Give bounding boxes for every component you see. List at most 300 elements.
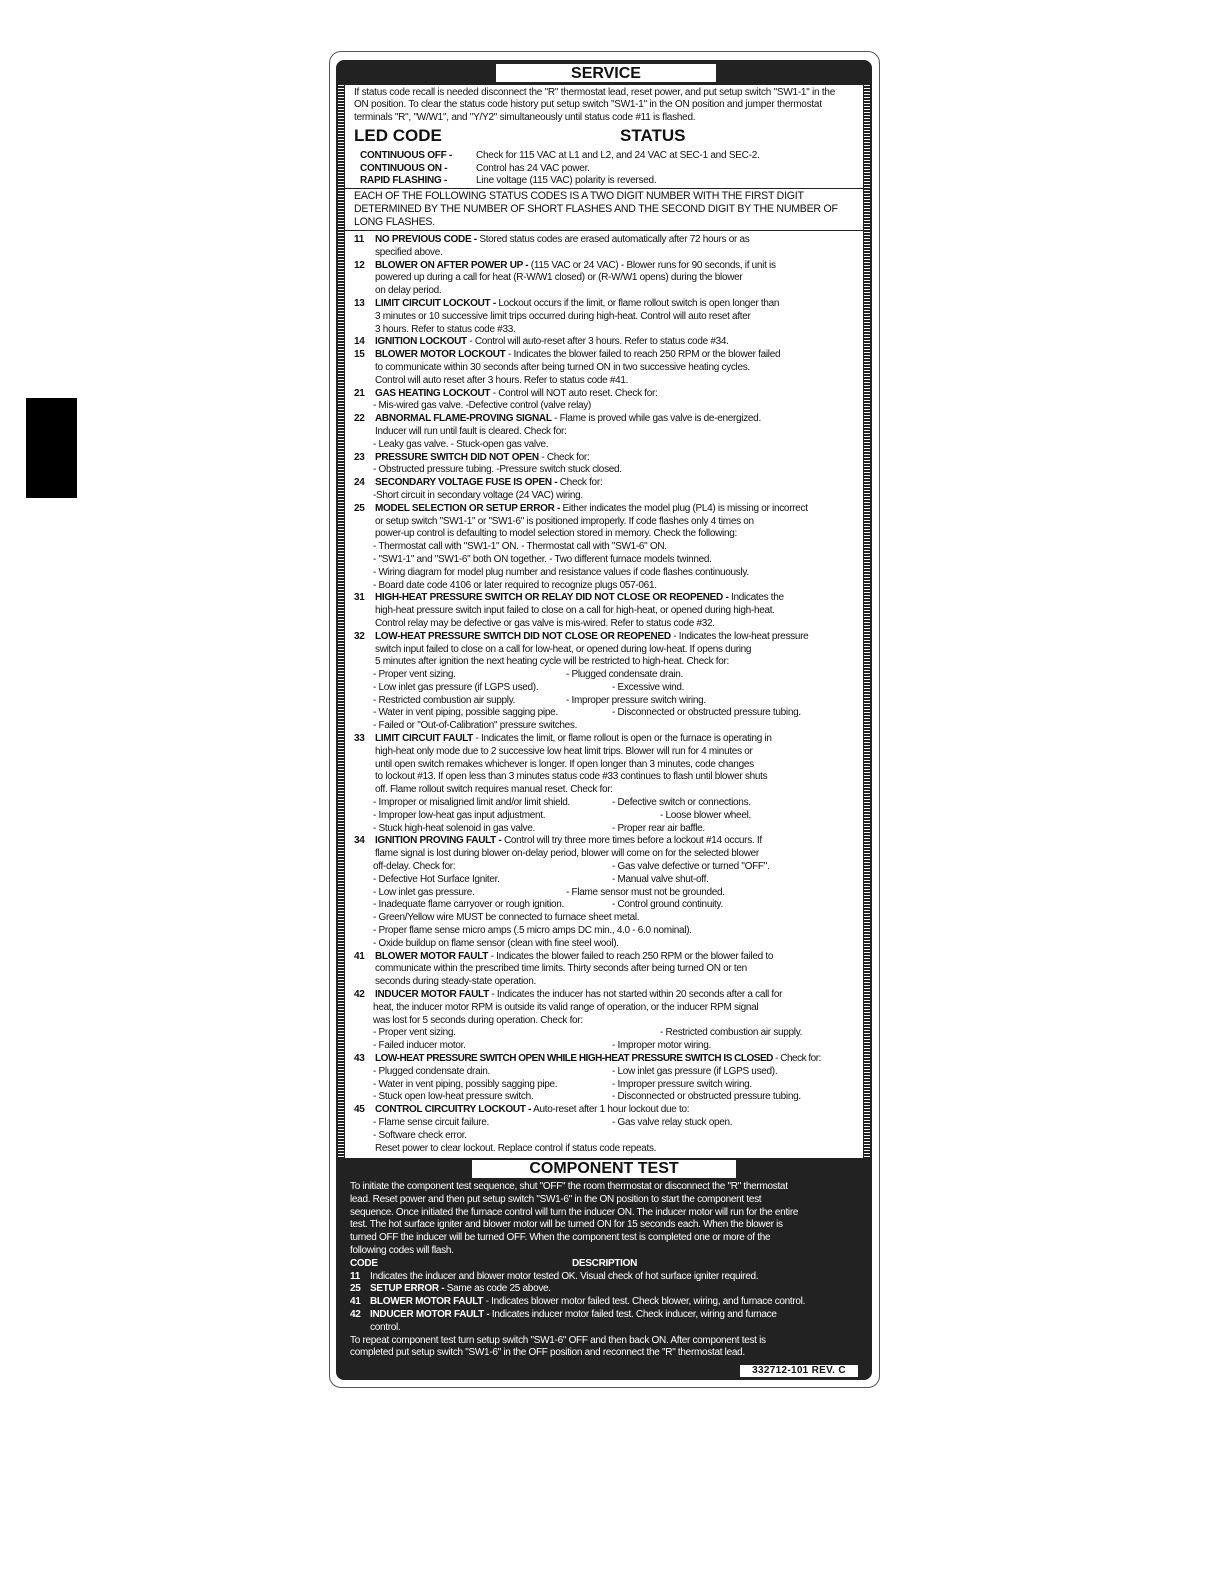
status-code-row bbox=[354, 746, 860, 759]
status-code-number: 23 bbox=[354, 451, 365, 463]
status-code-text bbox=[375, 477, 602, 490]
status-code-text bbox=[375, 644, 751, 657]
status-code-number: 14 bbox=[354, 336, 365, 348]
status-code-row bbox=[354, 426, 860, 439]
status-code-row bbox=[354, 452, 860, 465]
status-code-text bbox=[373, 567, 749, 580]
status-code-desc: - Defective Hot Surface Igniter. bbox=[373, 873, 500, 885]
left-edge-ticks bbox=[338, 85, 344, 1158]
status-code-row bbox=[354, 580, 860, 593]
status-code-title: BLOWER MOTOR FAULT bbox=[375, 950, 489, 962]
status-code-text bbox=[373, 541, 667, 554]
status-code-desc: - Mis-wired gas valve. -Defective control (valve relay) bbox=[373, 400, 592, 412]
status-code-row bbox=[354, 848, 860, 861]
component-code-number: 11 bbox=[350, 1270, 360, 1282]
status-code-text bbox=[375, 963, 747, 976]
status-code-title: GAS HEATING LOCKOUT bbox=[375, 387, 491, 399]
status-code-desc: Control will try three more times before a lockout #14 occurs. If bbox=[501, 835, 762, 847]
status-code-number: 24 bbox=[354, 477, 365, 489]
status-code-text bbox=[375, 503, 808, 516]
status-code-title: ABNORMAL FLAME-PROVING SIGNAL bbox=[375, 413, 552, 425]
status-code-row bbox=[354, 464, 860, 477]
status-code-desc: -Short circuit in secondary voltage (24 VAC) wiring. bbox=[373, 489, 583, 501]
status-code-desc: Auto-reset after 1 hour lockout due to: bbox=[531, 1104, 690, 1116]
status-code-text bbox=[375, 746, 753, 759]
status-code-desc: off-delay. Check for: bbox=[373, 861, 456, 873]
status-code-desc: - Water in vent piping, possibly sagging pipe. bbox=[373, 1078, 558, 1090]
status-code-desc: - Stuck open low-heat pressure switch. bbox=[373, 1091, 534, 1103]
status-code-text bbox=[373, 464, 622, 477]
status-code-row bbox=[354, 823, 860, 836]
component-code-title: BLOWER MOTOR FAULT bbox=[370, 1296, 484, 1308]
status-code-row bbox=[354, 989, 860, 1002]
status-code-desc: - Thermostat call with "SW1-1" ON. - Thermostat call with "SW1-6" ON. bbox=[373, 541, 667, 553]
status-code-text bbox=[373, 887, 474, 900]
status-code-text bbox=[373, 1091, 533, 1104]
status-code-desc: - Control will auto-reset after 3 hours. Refer to status code #34. bbox=[466, 336, 729, 348]
flash-code-note: EACH OF THE FOLLOWING STATUS CODES IS A TWO DIGIT NUMBER WITH THE FIRST DIGIT DETERMINED BY THE NUMBER OF SHORT FLASHES AND THE SECOND DIGIT BY THE NUMBER OF LONG FLASHES. bbox=[354, 190, 838, 228]
component-code-text bbox=[370, 1322, 400, 1335]
status-code-check-item: - Proper rear air baffle. bbox=[612, 822, 705, 834]
status-code-desc: - Restricted combustion air supply. bbox=[373, 694, 516, 706]
status-code-desc: until open switch remakes whichever is longer. If open longer than 3 minutes, code changes bbox=[375, 758, 754, 770]
status-code-desc: - Check for: bbox=[538, 451, 590, 463]
status-code-desc: Lockout occurs if the limit, or flame rollout switch is open longer than bbox=[495, 297, 780, 309]
status-code-title: CONTROL CIRCUITRY LOCKOUT - bbox=[375, 1104, 532, 1116]
status-code-check-item: - Plugged condensate drain. bbox=[566, 669, 683, 681]
status-code-desc: - Failed inducer motor. bbox=[373, 1040, 466, 1052]
status-code-text bbox=[373, 938, 619, 951]
status-code-text bbox=[375, 618, 715, 631]
status-code-row bbox=[354, 695, 860, 708]
status-code-desc: - Green/Yellow wire MUST be connected to furnace sheet metal. bbox=[373, 912, 640, 924]
service-title: SERVICE bbox=[495, 63, 717, 83]
status-code-text bbox=[373, 861, 455, 874]
status-code-desc: - Control will NOT auto reset. Check for: bbox=[490, 387, 658, 399]
status-code-text bbox=[373, 797, 570, 810]
status-code-desc: - Flame is proved while gas valve is de-energized. bbox=[551, 413, 761, 425]
status-code-desc: - Improper low-heat gas input adjustment. bbox=[373, 809, 546, 821]
component-test-instruction: sequence. Once initiated the furnace control will turn the inducer ON. The inducer motor will run for the entire bbox=[350, 1206, 799, 1218]
component-code-desc: Indicates inducer motor failed test. Check inducer, wiring and furnace bbox=[489, 1308, 777, 1320]
status-code-text bbox=[373, 695, 515, 708]
status-code-text bbox=[373, 810, 545, 823]
status-code-title: LOW-HEAT PRESSURE SWITCH DID NOT CLOSE OR REOPENED bbox=[375, 630, 671, 642]
status-code-desc: - Obstructed pressure tubing. -Pressure switch stuck closed. bbox=[373, 464, 622, 476]
component-code-title: SETUP ERROR - bbox=[370, 1283, 445, 1295]
status-code-text bbox=[373, 912, 639, 925]
status-code-text bbox=[373, 490, 583, 503]
status-code-row bbox=[354, 669, 860, 682]
status-code-text bbox=[375, 336, 729, 349]
status-code-row bbox=[354, 1053, 860, 1066]
status-code-row bbox=[354, 375, 860, 388]
component-code-desc: Same as code 25 above. bbox=[444, 1283, 551, 1295]
status-code-check-item: - Loose blower wheel. bbox=[660, 809, 751, 821]
status-code-row bbox=[354, 285, 860, 298]
status-code-desc: - Failed or "Out-of-Calibration" pressure switches. bbox=[373, 720, 578, 732]
component-code-text bbox=[370, 1271, 758, 1284]
component-test-title: COMPONENT TEST bbox=[472, 1160, 736, 1178]
status-code-text bbox=[373, 682, 538, 695]
component-code-header bbox=[350, 1258, 860, 1271]
status-code-text bbox=[373, 823, 535, 836]
status-code-desc: communicate within the prescribed time limits. Thirty seconds after being turned ON or ten bbox=[375, 963, 747, 975]
status-code-desc: flame signal is lost during blower on-delay period, blower will come on for the selected blower bbox=[375, 848, 759, 860]
status-code-text bbox=[375, 656, 729, 669]
status-code-check-item: - Control ground continuity. bbox=[612, 899, 723, 911]
description-column-heading: DESCRIPTION bbox=[572, 1257, 638, 1269]
led-code: CONTINUOUS OFF - bbox=[360, 150, 453, 161]
status-code-check-item: - Manual valve shut-off. bbox=[612, 873, 709, 885]
status-code-text bbox=[375, 247, 442, 260]
status-code-text bbox=[373, 874, 500, 887]
status-code-text bbox=[373, 669, 456, 682]
part-number: 332712-101 REV. C bbox=[740, 1365, 858, 1377]
component-code-number: 25 bbox=[350, 1283, 361, 1295]
status-code-check-item: - Disconnected or obstructed pressure tubing. bbox=[612, 1091, 801, 1103]
component-test-repeat-note: To repeat component test turn setup switch "SW1-6" OFF and then back ON. After component test is bbox=[350, 1334, 766, 1346]
status-code-check-item: - Improper pressure switch wiring. bbox=[566, 694, 706, 706]
status-code-number: 45 bbox=[354, 1104, 365, 1116]
status-code-check-item: - Restricted combustion air supply. bbox=[660, 1027, 803, 1039]
status-code-text bbox=[373, 554, 712, 567]
component-code-text bbox=[370, 1283, 551, 1296]
service-label bbox=[336, 60, 872, 1380]
component-code-row bbox=[350, 1283, 860, 1296]
status-code-row bbox=[354, 912, 860, 925]
status-code-desc: Inducer will run until fault is cleared. Check for: bbox=[375, 425, 567, 437]
status-code-list bbox=[354, 234, 860, 1155]
status-code-desc: specified above. bbox=[375, 246, 443, 258]
status-code-text bbox=[375, 272, 742, 285]
status-code-desc: power-up control is defaulting to model selection stored in memory. Check the following: bbox=[375, 528, 737, 540]
status-code-desc: - Wiring diagram for model plug number and resistance values if code flashes continuously. bbox=[373, 566, 749, 578]
status-code-row bbox=[354, 1079, 860, 1092]
component-code-text bbox=[370, 1309, 777, 1322]
status-code-desc: switch input failed to close on a call for low-heat, or opened during low-heat. If opens during bbox=[375, 643, 752, 655]
status-code-check-item: - Improper pressure switch wiring. bbox=[612, 1078, 752, 1090]
status-code-row bbox=[354, 311, 860, 324]
status-code-row bbox=[354, 797, 860, 810]
status-code-row bbox=[354, 771, 860, 784]
status-code-text bbox=[375, 848, 759, 861]
status-code-text bbox=[375, 426, 566, 439]
status-code-text bbox=[375, 1143, 656, 1156]
status-code-row bbox=[354, 541, 860, 554]
status-code-row bbox=[354, 592, 860, 605]
status-code-desc: powered up during a call for heat (R-W/W1 closed) or (R-W/W1 opens) during the blower bbox=[375, 272, 743, 284]
status-code-desc: - Proper vent sizing. bbox=[373, 1027, 456, 1039]
section-tab-marker bbox=[26, 398, 77, 498]
status-code-row bbox=[354, 272, 860, 285]
status-code-number: 43 bbox=[354, 1053, 365, 1064]
component-code-title: INDUCER MOTOR FAULT - bbox=[370, 1308, 490, 1320]
status-code-title: BLOWER ON AFTER POWER UP - bbox=[375, 259, 529, 271]
status-code-number: 42 bbox=[354, 989, 365, 1001]
status-code-text bbox=[375, 784, 613, 797]
status-code-check-item: - Low inlet gas pressure (if LGPS used). bbox=[612, 1065, 778, 1077]
component-test-section bbox=[350, 1181, 860, 1360]
component-test-instruction: lead. Reset power and then put setup switch "SW1-6" in the ON position to start the component test bbox=[350, 1193, 762, 1205]
status-code-desc: off. Flame rollout switch requires manual reset. Check for: bbox=[375, 784, 613, 796]
status-code-row bbox=[354, 1130, 860, 1143]
status-code-desc: - Stuck high-heat solenoid in gas valve. bbox=[373, 822, 535, 834]
status-code-title: IGNITION LOCKOUT bbox=[375, 336, 467, 348]
status-code-desc: heat, the inducer motor RPM is outside its valid range of operation, or the inducer RPM signal bbox=[373, 1001, 759, 1013]
status-code-desc: - Indicates the low-heat pressure bbox=[670, 630, 809, 642]
status-code-row bbox=[354, 976, 860, 989]
status-code-desc: (115 VAC or 24 VAC) - Blower runs for 90 seconds, if unit is bbox=[528, 259, 776, 271]
status-code-desc: - Indicates the blower failed to reach 250 RPM or the blower failed to bbox=[488, 950, 774, 962]
status-code-desc: - Indicates the inducer has not started within 20 seconds after a call for bbox=[488, 989, 783, 1001]
status-code-desc: - "SW1-1" and "SW1-6" both ON together. - Two different furnace models twinned. bbox=[373, 553, 712, 565]
status-code-row bbox=[354, 707, 860, 720]
status-code-desc: - Leaky gas valve. - Stuck-open gas valve. bbox=[373, 438, 549, 450]
status-code-desc: to communicate within 30 seconds after being turned ON in two successive heating cycles. bbox=[375, 361, 750, 373]
status-code-desc: - Oxide buildup on flame sensor (clean with fine steel wool). bbox=[373, 937, 619, 949]
status-code-text bbox=[373, 1002, 758, 1015]
status-code-desc: - Plugged condensate drain. bbox=[373, 1065, 490, 1077]
status-code-row bbox=[354, 1117, 860, 1130]
status-code-check-item: - Gas valve defective or turned "OFF". bbox=[612, 861, 770, 873]
status-code-row bbox=[354, 528, 860, 541]
status-code-title: LIMIT CIRCUIT FAULT bbox=[375, 733, 473, 745]
status-code-row bbox=[354, 554, 860, 567]
status-code-number: 21 bbox=[354, 387, 365, 399]
component-test-instruction: To initiate the component test sequence, shut "OFF" the room thermostat or disconnect the "R" thermostat bbox=[350, 1181, 788, 1192]
status-code-desc: - Low inlet gas pressure. bbox=[373, 886, 475, 898]
status-code-row bbox=[354, 388, 860, 401]
status-code-row bbox=[354, 810, 860, 823]
status-code-text bbox=[375, 311, 751, 324]
status-code-row bbox=[354, 644, 860, 657]
status-code-text bbox=[375, 324, 515, 337]
code-column-heading: CODE bbox=[350, 1257, 378, 1269]
status-code-row bbox=[354, 336, 860, 349]
status-code-desc: Reset power to clear lockout. Replace control if status code repeats. bbox=[375, 1142, 657, 1154]
status-code-desc: - Indicates the limit, or flame rollout is open or the furnace is operating in bbox=[473, 733, 772, 745]
status-code-desc: - Proper flame sense micro amps (.5 micro amps DC min., 4.0 - 6.0 nominal). bbox=[373, 925, 692, 937]
status-code-text bbox=[373, 400, 591, 413]
status-code-check-item: - Defective switch or connections. bbox=[612, 797, 751, 809]
component-code-desc: control. bbox=[370, 1321, 401, 1333]
status-code-text bbox=[373, 1079, 557, 1092]
status-code-title: MODEL SELECTION OR SETUP ERROR - bbox=[375, 502, 561, 514]
status-heading: STATUS bbox=[620, 126, 686, 145]
led-code: CONTINUOUS ON - bbox=[360, 162, 448, 174]
component-test-instruction: turned OFF the inducer will be turned OFF. When the component test is completed one or more of the bbox=[350, 1232, 771, 1244]
status-code-row bbox=[354, 1027, 860, 1040]
led-status: Control has 24 VAC power. bbox=[476, 162, 590, 174]
status-code-desc: - Low inlet gas pressure (if LGPS used). bbox=[373, 681, 539, 693]
status-code-desc: - Water in vent piping, possible sagging pipe. bbox=[373, 707, 558, 719]
status-code-text bbox=[373, 1015, 583, 1028]
status-code-row bbox=[354, 439, 860, 452]
status-code-title: NO PREVIOUS CODE - bbox=[375, 234, 477, 245]
status-code-row bbox=[354, 656, 860, 669]
status-code-row bbox=[354, 490, 860, 503]
status-code-desc: - Inadequate flame carryover or rough ignition. bbox=[373, 899, 565, 911]
status-code-text bbox=[373, 1027, 456, 1040]
status-code-row bbox=[354, 887, 860, 900]
status-code-row bbox=[354, 1104, 860, 1117]
status-code-row bbox=[354, 631, 860, 644]
status-code-row bbox=[354, 733, 860, 746]
status-code-row bbox=[354, 951, 860, 964]
status-code-desc: - Flame sense circuit failure. bbox=[373, 1116, 490, 1128]
status-code-desc: Control will auto reset after 3 hours. Refer to status code #41. bbox=[375, 374, 629, 386]
component-code-row bbox=[350, 1322, 860, 1335]
component-test-repeat-note: completed put setup switch "SW1-6" in the OFF position and reconnect the "R" thermostat lead. bbox=[350, 1347, 745, 1359]
status-code-desc: to lockout #13. If open less than 3 minutes status code #33 continues to flash until blower shuts bbox=[375, 771, 768, 783]
status-code-desc: Indicates the bbox=[728, 592, 784, 604]
status-code-number: 34 bbox=[354, 835, 365, 847]
status-code-row bbox=[354, 1091, 860, 1104]
status-code-number: 41 bbox=[354, 950, 365, 962]
status-code-title: LOW-HEAT PRESSURE SWITCH OPEN WHILE HIGH-HEAT PRESSURE SWITCH IS CLOSED bbox=[375, 1053, 773, 1064]
status-code-text bbox=[375, 349, 780, 362]
status-code-row bbox=[354, 784, 860, 797]
status-code-row bbox=[354, 516, 860, 529]
status-code-number: 12 bbox=[354, 259, 365, 271]
status-code-row bbox=[354, 899, 860, 912]
status-code-row bbox=[354, 477, 860, 490]
status-code-desc: - Board date code 4106 or later required to recognize plugs 057-061. bbox=[373, 579, 657, 591]
status-code-text bbox=[375, 605, 775, 618]
status-code-text bbox=[373, 925, 692, 938]
status-code-title: INDUCER MOTOR FAULT bbox=[375, 989, 489, 1001]
status-code-row bbox=[354, 861, 860, 874]
component-code-number: 42 bbox=[350, 1308, 361, 1320]
status-code-row bbox=[354, 874, 860, 887]
status-code-text bbox=[375, 388, 658, 401]
status-code-text bbox=[373, 1066, 490, 1079]
status-code-row bbox=[354, 260, 860, 273]
status-code-text bbox=[373, 720, 577, 733]
status-code-check-item: - Disconnected or obstructed pressure tubing. bbox=[612, 707, 801, 719]
status-code-number: 25 bbox=[354, 502, 365, 514]
status-code-text bbox=[375, 234, 749, 247]
recall-instructions: If status code recall is needed disconnect the "R" thermostat lead, reset power, and put setup switch "SW1-1" in the ON position. To clear the status code history put setup switch "SW1-1" in the ON position and jumper thermostat terminals "R", "W/W1", and "Y/Y2" simultaneously until status code #11 is flashed. bbox=[354, 87, 836, 123]
status-code-title: HIGH-HEAT PRESSURE SWITCH OR RELAY DID NOT CLOSE OR REOPENED - bbox=[375, 592, 729, 604]
status-code-text bbox=[375, 835, 762, 848]
status-code-check-item: - Gas valve relay stuck open. bbox=[612, 1116, 733, 1128]
status-code-row bbox=[354, 1002, 860, 1015]
status-code-desc: or setup switch "SW1-1" or "SW1-6" is positioned improperly. If code flashes only 4 times on bbox=[375, 515, 754, 527]
led-status: Check for 115 VAC at L1 and L2, and 24 VAC at SEC-1 and SEC-2. bbox=[476, 150, 760, 161]
status-code-text bbox=[373, 1040, 466, 1053]
status-code-row bbox=[354, 503, 860, 516]
status-code-number: 15 bbox=[354, 349, 365, 361]
status-code-row bbox=[354, 720, 860, 733]
status-code-desc: Check for: bbox=[557, 477, 603, 489]
status-code-text bbox=[375, 528, 737, 541]
status-code-row bbox=[354, 605, 860, 618]
divider-rule bbox=[345, 188, 863, 189]
status-code-desc: Either indicates the model plug (PL4) is missing or incorrect bbox=[560, 502, 808, 514]
status-code-row bbox=[354, 682, 860, 695]
status-code-text bbox=[375, 362, 750, 375]
status-code-desc: - Proper vent sizing. bbox=[373, 669, 456, 681]
status-code-text bbox=[375, 759, 754, 772]
status-code-text bbox=[375, 976, 536, 989]
status-code-number: 32 bbox=[354, 630, 365, 642]
status-code-text bbox=[375, 285, 441, 298]
status-code-text bbox=[375, 989, 782, 1002]
status-code-text bbox=[375, 260, 776, 273]
status-code-row bbox=[354, 400, 860, 413]
component-code-desc: - Indicates blower motor failed test. Check blower, wiring, and furnace control. bbox=[483, 1296, 806, 1308]
component-code-desc: Indicates the inducer and blower motor tested OK. Visual check of hot surface igniter required. bbox=[370, 1270, 759, 1282]
status-code-desc: - Indicates the blower failed to reach 250 RPM or the blower failed bbox=[505, 349, 781, 361]
component-code-row bbox=[350, 1309, 860, 1322]
led-code: RAPID FLASHING - bbox=[360, 175, 448, 186]
status-code-desc: seconds during steady-state operation. bbox=[375, 976, 536, 988]
status-code-row bbox=[354, 567, 860, 580]
status-code-row bbox=[354, 1015, 860, 1028]
status-code-desc: 3 hours. Refer to status code #33. bbox=[375, 323, 516, 335]
status-code-text bbox=[375, 631, 808, 644]
component-code-row bbox=[350, 1296, 860, 1309]
status-code-row bbox=[354, 349, 860, 362]
status-code-row bbox=[354, 324, 860, 337]
status-code-desc: Stored status codes are erased automatically after 72 hours or as bbox=[476, 234, 750, 245]
status-code-text bbox=[375, 771, 767, 784]
component-test-instruction: test. The hot surface igniter and blower motor will be turned ON for 15 seconds each. When the blower is bbox=[350, 1219, 783, 1231]
right-edge-ticks bbox=[864, 85, 870, 1158]
led-status: Line voltage (115 VAC) polarity is reversed. bbox=[476, 175, 657, 186]
status-code-text bbox=[373, 580, 657, 593]
status-code-desc: high-heat pressure switch input failed to close on a call for high-heat, or opened during high-heat. bbox=[375, 605, 775, 617]
status-code-desc: Control relay may be defective or gas valve is mis-wired. Refer to status code #32. bbox=[375, 617, 715, 629]
status-code-text bbox=[373, 899, 564, 912]
component-code-number: 41 bbox=[350, 1296, 361, 1308]
divider-rule bbox=[345, 230, 863, 231]
status-code-row bbox=[354, 618, 860, 631]
status-code-row bbox=[354, 298, 860, 311]
component-code-row bbox=[350, 1271, 860, 1284]
status-code-title: LIMIT CIRCUIT LOCKOUT - bbox=[375, 297, 496, 309]
status-code-number: 33 bbox=[354, 733, 365, 745]
status-code-desc: was lost for 5 seconds during operation. Check for: bbox=[373, 1014, 583, 1026]
status-code-text bbox=[375, 413, 761, 426]
status-code-desc: - Software check error. bbox=[373, 1129, 467, 1141]
status-code-text bbox=[375, 1053, 821, 1066]
component-code-text bbox=[370, 1296, 805, 1309]
status-code-check-item: - Flame sensor must not be grounded. bbox=[566, 886, 725, 898]
status-code-text bbox=[375, 375, 628, 388]
status-code-row bbox=[354, 234, 860, 247]
status-code-text bbox=[375, 733, 772, 746]
status-code-text bbox=[375, 452, 589, 465]
status-code-text bbox=[375, 951, 773, 964]
status-code-number: 11 bbox=[354, 234, 364, 245]
status-code-row bbox=[354, 1066, 860, 1079]
status-code-desc: high-heat only mode due to 2 successive low heat limit trips. Blower will run for 4 minutes or bbox=[375, 745, 753, 757]
status-code-text bbox=[373, 439, 548, 452]
status-code-title: PRESSURE SWITCH DID NOT OPEN bbox=[375, 451, 539, 463]
status-code-text bbox=[373, 707, 558, 720]
status-code-row bbox=[354, 362, 860, 375]
status-code-text bbox=[375, 592, 784, 605]
status-code-text bbox=[373, 1130, 467, 1143]
status-code-check-item: - Excessive wind. bbox=[612, 681, 685, 693]
status-code-row bbox=[354, 413, 860, 426]
status-code-text bbox=[373, 1117, 489, 1130]
component-test-instruction: following codes will flash. bbox=[350, 1244, 454, 1256]
status-code-row bbox=[354, 835, 860, 848]
